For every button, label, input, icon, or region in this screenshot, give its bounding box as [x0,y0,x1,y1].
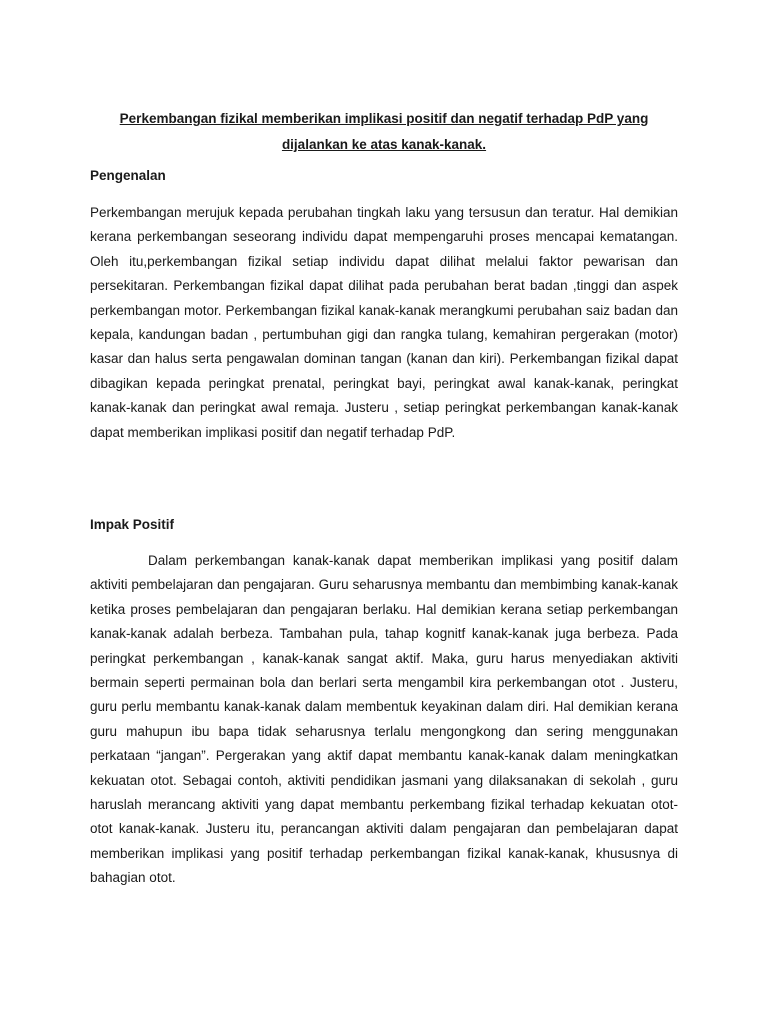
paragraph-pengenalan: Perkembangan merujuk kepada perubahan tingkah laku yang tersusun dan teratur. Hal demikian kerana perkembangan seseorang individu dapat mempengaruhi proses mencapai kematangan. Oleh itu,perkembangan fizikal setiap individu dapat dilihat melalui faktor pewarisan dan persekitaran. Perkembangan fizikal dapat dilihat pada perubahan berat badan ,tinggi dan aspek perkembangan motor. Perkembangan fizikal kanak-kanak merangkumi perubahan saiz badan dan kepala, kandungan badan , pertumbuhan gigi dan rangka tulang, kemahiran pergerakan (motor) kasar dan halus serta pengawalan dominan tangan (kanan dan kiri). Perkembangan fizikal dapat dibagikan kepada peringkat prenatal, peringkat bayi, peringkat awal kanak-kanak, peringkat kanak-kanak dan peringkat awal remaja. Justeru , setiap peringkat perkembangan kanak-kanak dapat memberikan implikasi positif dan negatif terhadap PdP. [90,205,678,440]
section-heading-pengenalan: Pengenalan [90,168,166,183]
paragraph-impak-positif: Dalam perkembangan kanak-kanak dapat memberikan implikasi yang positif dalam aktiviti pembelajaran dan pengajaran. Guru seharusnya membantu dan membimbing kanak-kanak ketika proses pembelajaran dan pengajaran berlaku. Hal demikian kerana setiap perkembangan kanak-kanak adalah berbeza. Tambahan pula, tahap kognitf kanak-kanak juga berbeza. Pada peringkat perkembangan , kanak-kanak sangat aktif. Maka, guru harus menyediakan aktiviti bermain seperti permainan bola dan berlari serta mengambil kira perkembangan otot . Justeru, guru perlu membantu kanak-kanak dalam membentuk keyakinan dalam diri. Hal demikian kerana guru mahupun ibu bapa tidak seharusnya terlalu mengongkong dan sering menggunakan perkataan “jangan”. Pergerakan yang aktif dapat membantu kanak-kanak dalam meningkatkan kekuatan otot. Sebagai contoh, aktiviti pendidikan jasmani yang dilaksanakan di sekolah , guru haruslah merancang aktiviti yang dapat membantu perkembang fizikal terhadap kekuatan otot- otot kanak-kanak. Justeru itu, perancangan aktiviti dalam pengajaran dan pembelajaran dapat memberikan implikasi yang positif terhadap perkembangan fizikal kanak-kanak, khususnya di bahagian otot. [90,553,678,886]
document-title: Perkembangan fizikal memberikan implikasi positif dan negatif terhadap PdP yang dijalankan ke atas kanak-kanak. [119,111,649,152]
section-heading-impak-positif: Impak Positif [90,517,175,532]
document-page [90,0,678,1024]
